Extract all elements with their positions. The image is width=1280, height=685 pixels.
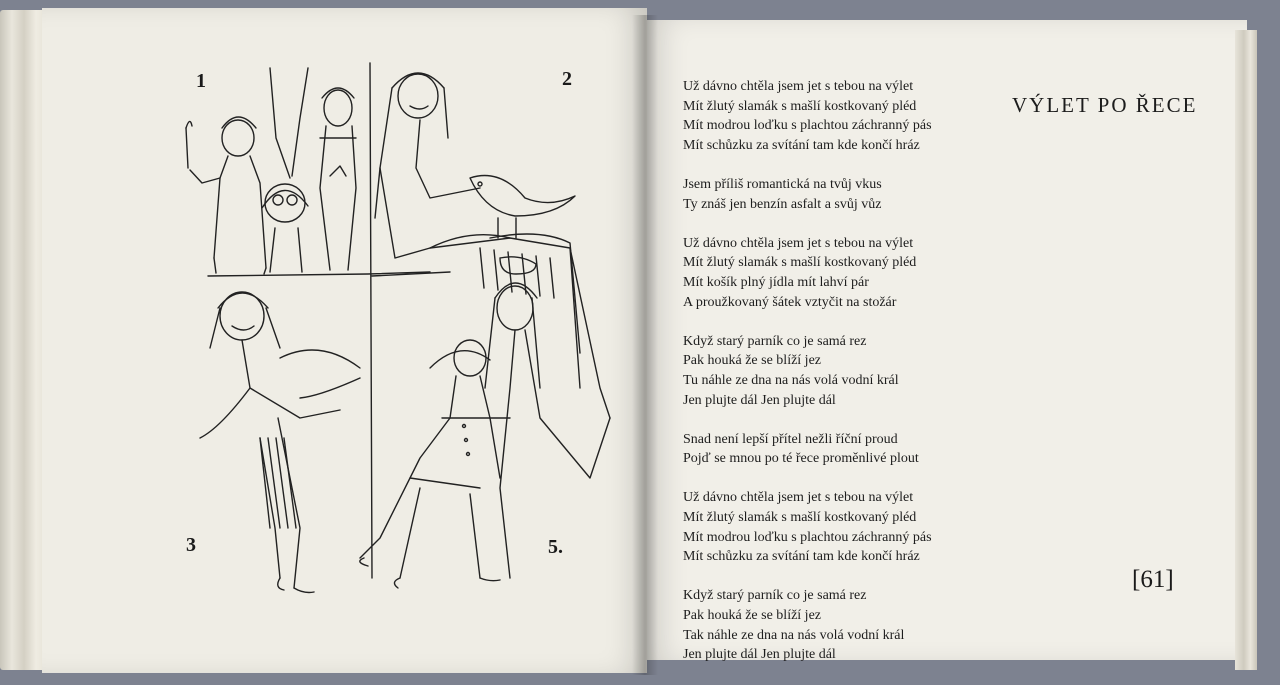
panel-label-1: 1 <box>196 70 206 92</box>
lyric-line: Pojď se mnou po té řece proměnlivé plout <box>683 451 919 467</box>
lyric-line: Snad není lepší přítel nežli říční proud <box>683 431 898 447</box>
lyric-line: Už dávno chtěla jsem jet s tebou na výlet <box>683 235 914 251</box>
lyric-line: Mít schůzku za svítání tam kde končí hráz <box>683 549 920 565</box>
illustration-drawing <box>180 58 630 618</box>
lyric-line: Mít žlutý slamák s mašlí kostkovaný pléd <box>683 98 917 114</box>
panel-label-5: 5. <box>548 536 563 558</box>
lyric-line: Tak náhle ze dna na nás volá vodní král <box>683 627 905 643</box>
book-page-edges-right <box>1235 30 1257 670</box>
lyric-line: A proužkovaný šátek vztyčit na stožár <box>683 294 897 310</box>
lyric-stanza <box>683 234 1003 312</box>
lyric-line: Mít modrou loďku s plachtou záchranný pás <box>683 529 932 545</box>
lyric-stanza <box>683 332 1003 410</box>
lyric-line: Když starý parník co je samá rez <box>683 588 867 604</box>
panel-label-2: 2 <box>562 68 572 90</box>
lyric-line: Tu náhle ze dna na nás volá vodní král <box>683 372 899 388</box>
lyric-line: Mít košík plný jídla mít lahví pár <box>683 274 869 290</box>
lyric-stanza <box>683 430 1003 469</box>
lyric-line: Mít modrou loďku s plachtou záchranný pás <box>683 118 932 134</box>
song-title: VÝLET PO ŘECE <box>1012 93 1198 117</box>
lyric-line: Už dávno chtěla jsem jet s tebou na výlet <box>683 490 914 506</box>
lyric-stanza <box>683 175 1003 214</box>
lyric-line: Pak houká že se blíží jez <box>683 353 822 369</box>
book-gutter <box>632 15 658 675</box>
lyrics-block <box>683 77 1003 684</box>
lyric-stanza <box>683 77 1003 155</box>
lyric-line: Mít schůzku za svítání tam kde končí hráz <box>683 137 920 153</box>
lyric-line: Jsem příliš romantická na tvůj vkus <box>683 176 882 192</box>
lyric-line: Pak houká že se blíží jez <box>683 608 822 624</box>
lyric-line: Jen plujte dál Jen plujte dál <box>683 392 836 408</box>
lyric-line: Mít žlutý slamák s mašlí kostkovaný pléd <box>683 255 917 271</box>
lyric-line: Jen plujte dál Jen plujte dál <box>683 647 836 663</box>
lyric-line: Když starý parník co je samá rez <box>683 333 867 349</box>
lyric-stanza <box>683 586 1003 664</box>
lyric-line: Už dávno chtěla jsem jet s tebou na výlet <box>683 79 914 94</box>
lyric-stanza <box>683 488 1003 566</box>
lyric-line: Ty znáš jen benzín asfalt a svůj vůz <box>683 196 882 212</box>
page-number: [61] <box>1132 566 1174 593</box>
lyric-line: Mít žlutý slamák s mašlí kostkovaný pléd <box>683 510 917 526</box>
panel-label-3: 3 <box>186 534 196 556</box>
